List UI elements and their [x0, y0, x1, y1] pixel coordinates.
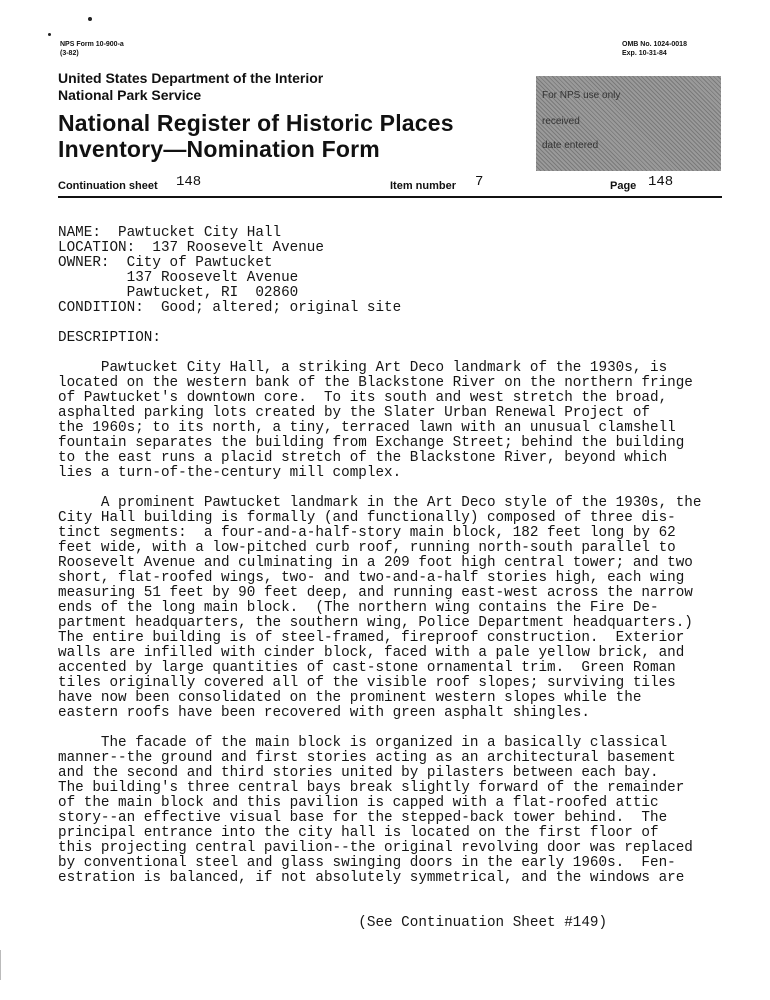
body-line: lies a turn-of-the-century mill complex. — [58, 465, 402, 481]
nps-use-only-label: For NPS use only — [542, 90, 621, 101]
body-line: (See Continuation Sheet #149) — [58, 915, 608, 931]
form-revision: (3-82) — [60, 50, 79, 57]
body-line: of Pawtucket's downtown core. To its south and west stretch the broad, — [58, 390, 668, 406]
header-rule — [58, 196, 722, 198]
body-line: NAME: Pawtucket City Hall — [58, 225, 282, 241]
body-line: of the main block and this pavilion is capped with a flat-roofed attic — [58, 795, 659, 811]
body-line — [58, 721, 748, 736]
body-line: to the east runs a placid stretch of the Blackstone River, beyond which — [58, 450, 668, 466]
omb-line: OMB No. 1024-0018 — [622, 41, 687, 48]
omb-number — [622, 40, 687, 58]
body-line — [58, 316, 748, 331]
body-line: asphalted parking lots created by the Slater Urban Renewal Project of — [58, 405, 650, 421]
body-line: CONDITION: Good; altered; original site — [58, 300, 402, 316]
form-title-line1: National Register of Historic Places — [58, 110, 454, 136]
continuation-sheet-label: Continuation sheet — [58, 180, 158, 192]
body-line: partment headquarters, the southern wing, Police Department headquarters.) — [58, 615, 693, 631]
scan-edge-mark — [0, 950, 1, 980]
body-line: and the second and third stories united by pilasters between each bay. — [58, 765, 659, 781]
body-line: Pawtucket City Hall, a striking Art Deco landmark of the 1930s, is — [58, 360, 668, 376]
body-line: tiles originally covered all of the visible roof slopes; surviving tiles — [58, 675, 676, 691]
nps-use-only-box — [536, 76, 721, 171]
body-line: principal entrance into the city hall is located on the first floor of — [58, 825, 659, 841]
body-line: A prominent Pawtucket landmark in the Art Deco style of the 1930s, the — [58, 495, 702, 511]
body-line: Roosevelt Avenue and culminating in a 209 foot high central tower; and two — [58, 555, 693, 571]
body-line: walls are infilled with cinder block, faced with a pale yellow brick, and — [58, 645, 685, 661]
body-line: short, flat-roofed wings, two- and two-and-a-half stories high, each wing — [58, 570, 685, 586]
page-value: 148 — [648, 174, 674, 190]
body-line: the 1960s; to its north, a tiny, terraced lawn with an unusual clamshell — [58, 420, 676, 436]
department-heading — [58, 70, 323, 104]
continuation-row — [58, 176, 720, 196]
continuation-sheet-value: 148 — [176, 174, 202, 190]
scan-speck — [88, 17, 92, 21]
department-name: United States Department of the Interior — [58, 70, 324, 86]
body-line: accented by large quantities of cast-stone ornamental trim. Green Roman — [58, 660, 676, 676]
scan-speck — [48, 33, 51, 36]
document-body — [58, 226, 748, 931]
form-number: NPS Form 10-900-a — [60, 41, 124, 48]
body-line: The building's three central bays break slightly forward of the remainder — [58, 780, 685, 796]
body-line: Pawtucket, RI 02860 — [58, 285, 299, 301]
body-line: OWNER: City of Pawtucket — [58, 255, 273, 271]
received-label: received — [542, 116, 580, 127]
body-line: located on the western bank of the Blackstone River on the northern fringe — [58, 375, 693, 391]
service-name: National Park Service — [58, 87, 202, 103]
body-line: eastern roofs have been recovered with green asphalt shingles. — [58, 705, 590, 721]
date-entered-label: date entered — [542, 140, 599, 151]
body-line: story--an effective visual base for the stepped-back tower behind. The — [58, 810, 668, 826]
body-line: measuring 51 feet by 90 feet deep, and running east-west across the narrow — [58, 585, 693, 601]
body-line: feet wide, with a low-pitched curb roof, running north-south parallel to — [58, 540, 676, 556]
item-number-label: Item number — [390, 180, 457, 192]
body-line: ends of the long main block. (The northern wing contains the Fire De- — [58, 600, 659, 616]
body-line: The entire building is of steel-framed, fireproof construction. Exterior — [58, 630, 685, 646]
body-line — [58, 901, 748, 916]
form-title-line2: Inventory—Nomination Form — [58, 136, 380, 162]
form-title — [58, 110, 454, 162]
body-line: this projecting central pavilion--the original revolving door was replaced — [58, 840, 693, 856]
page-label: Page — [610, 180, 637, 192]
expiry-line: Exp. 10-31-84 — [622, 50, 667, 57]
body-line: manner--the ground and first stories acting as an architectural basement — [58, 750, 676, 766]
body-line: The facade of the main block is organized in a basically classical — [58, 735, 668, 751]
body-line — [58, 481, 748, 496]
body-line — [58, 346, 748, 361]
form-identifier — [60, 40, 124, 58]
item-number-value: 7 — [475, 174, 484, 190]
body-line: fountain separates the building from Exchange Street; behind the building — [58, 435, 685, 451]
body-line: by conventional steel and glass swinging doors in the early 1960s. Fen- — [58, 855, 676, 871]
body-line: DESCRIPTION: — [58, 330, 161, 346]
body-line: tinct segments: a four-and-a-half-story main block, 182 feet long by 62 — [58, 525, 676, 541]
body-line: 137 Roosevelt Avenue — [58, 270, 299, 286]
body-line: estration is balanced, if not absolutely symmetrical, and the windows are — [58, 870, 685, 886]
body-line — [58, 886, 748, 901]
body-line: have now been consolidated on the prominent western slopes while the — [58, 690, 642, 706]
body-line: City Hall building is formally (and functionally) composed of three dis- — [58, 510, 676, 526]
body-line: LOCATION: 137 Roosevelt Avenue — [58, 240, 324, 256]
